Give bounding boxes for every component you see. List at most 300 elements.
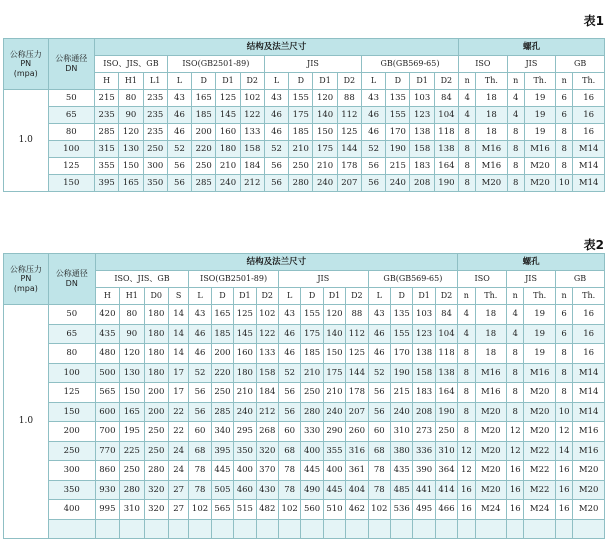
table-cell: 102: [256, 305, 278, 325]
table-cell: 16: [458, 500, 475, 520]
table-cell: 17: [168, 363, 188, 383]
pn-value: 1.0: [4, 305, 49, 539]
table-cell: 8: [555, 344, 572, 364]
table-cell: 225: [120, 441, 144, 461]
pn-header: [4, 39, 49, 90]
table-cell: 8: [507, 175, 524, 192]
table-cell: 19: [524, 305, 556, 325]
table-cell: 112: [337, 107, 361, 124]
dn-cell: 100: [48, 141, 95, 158]
column-header: D2: [337, 73, 361, 90]
dn-cell: 300: [48, 461, 95, 481]
table-cell: 60: [368, 422, 390, 442]
table-cell: 8: [507, 141, 524, 158]
table-cell: 235: [143, 107, 167, 124]
table-cell: 400: [301, 441, 323, 461]
table-row: [4, 344, 605, 364]
table-row: [4, 305, 605, 325]
table2: [3, 253, 605, 539]
table-cell: 10: [555, 402, 572, 422]
column-header: D2: [346, 288, 368, 305]
empty-cell: [301, 519, 323, 539]
table-cell: 165: [119, 175, 143, 192]
empty-row: [4, 519, 605, 539]
table-cell: 4: [458, 305, 475, 325]
table-cell: 290: [323, 422, 345, 442]
table-cell: 390: [413, 461, 435, 481]
table-cell: 138: [435, 363, 457, 383]
table-cell: 46: [264, 124, 288, 141]
table-cell: 260: [346, 422, 368, 442]
table-cell: 6: [556, 90, 573, 107]
table-cell: M20: [475, 441, 507, 461]
pn-header-line3: (mpa): [13, 68, 38, 78]
table-cell: 330: [301, 422, 323, 442]
table-cell: 164: [435, 383, 457, 403]
empty-cell: [458, 519, 475, 539]
table-cell: 190: [435, 402, 457, 422]
column-header: D: [386, 73, 410, 90]
table-cell: 120: [120, 344, 144, 364]
empty-cell: [144, 519, 168, 539]
table-cell: 350: [143, 175, 167, 192]
dn-cell: 50: [48, 305, 95, 325]
table-cell: 200: [211, 344, 233, 364]
table-cell: 510: [323, 500, 345, 520]
table-cell: 78: [368, 480, 390, 500]
table-cell: 250: [211, 383, 233, 403]
table-cell: 445: [323, 480, 345, 500]
empty-cell: [390, 519, 412, 539]
table-cell: 240: [323, 402, 345, 422]
table-cell: 56: [278, 402, 300, 422]
table-cell: 158: [410, 141, 434, 158]
table-cell: 430: [256, 480, 278, 500]
table-cell: 118: [434, 124, 458, 141]
table-cell: 235: [143, 90, 167, 107]
table-cell: 180: [144, 344, 168, 364]
table-cell: 280: [144, 461, 168, 481]
table-row: [4, 141, 605, 158]
table-cell: 16: [573, 344, 605, 364]
table-cell: M20: [524, 402, 556, 422]
table-cell: 175: [289, 107, 313, 124]
table-cell: M22: [524, 441, 556, 461]
column-header: n: [458, 288, 475, 305]
std-group: GB: [556, 56, 605, 73]
table-cell: 460: [234, 480, 256, 500]
column-header: H1: [119, 73, 143, 90]
dn-cell: 65: [48, 324, 95, 344]
table-cell: 130: [119, 141, 143, 158]
table-cell: 46: [278, 324, 300, 344]
table-cell: 250: [301, 383, 323, 403]
table-cell: 155: [289, 90, 313, 107]
table-cell: 102: [368, 500, 390, 520]
table-cell: 295: [234, 422, 256, 442]
table-cell: 14: [168, 324, 188, 344]
table-cell: M16: [573, 422, 605, 442]
table-row: [4, 402, 605, 422]
table-cell: 68: [189, 441, 211, 461]
table-cell: 17: [168, 383, 188, 403]
table-cell: 165: [192, 90, 216, 107]
table1: [3, 38, 605, 192]
table-row: [4, 363, 605, 383]
table-cell: 122: [240, 107, 264, 124]
table-cell: M14: [573, 402, 605, 422]
table-cell: 46: [189, 344, 211, 364]
table-cell: 12: [555, 422, 572, 442]
table-cell: 12: [507, 422, 524, 442]
table-cell: 46: [361, 107, 385, 124]
table-cell: 46: [264, 107, 288, 124]
table-cell: 8: [556, 158, 573, 175]
table-cell: 770: [95, 441, 119, 461]
table-cell: 158: [256, 363, 278, 383]
table-cell: 400: [234, 461, 256, 481]
table-cell: 102: [189, 500, 211, 520]
table-cell: 60: [278, 422, 300, 442]
table-cell: 158: [240, 141, 264, 158]
table-cell: 212: [256, 402, 278, 422]
table-cell: 120: [119, 124, 143, 141]
table-cell: 414: [435, 480, 457, 500]
table-cell: 220: [192, 141, 216, 158]
table-cell: M16: [573, 441, 605, 461]
table-cell: 52: [189, 363, 211, 383]
table-cell: 4: [507, 107, 524, 124]
table-cell: M16: [524, 141, 555, 158]
table-cell: 285: [192, 175, 216, 192]
table-cell: 68: [368, 441, 390, 461]
column-header: n: [556, 73, 573, 90]
structure-dimensions-header: 结构及法兰尺寸: [95, 254, 458, 271]
table-cell: 16: [573, 324, 605, 344]
table-cell: 8: [459, 175, 476, 192]
dn-cell: 80: [48, 124, 95, 141]
table-cell: 145: [216, 107, 240, 124]
table-cell: 27: [168, 480, 188, 500]
table-cell: 138: [413, 344, 435, 364]
table-cell: 250: [143, 141, 167, 158]
table-cell: 102: [278, 500, 300, 520]
table-cell: 250: [120, 461, 144, 481]
table-row: [4, 383, 605, 403]
table-cell: 320: [256, 441, 278, 461]
table-cell: 175: [313, 141, 337, 158]
table-cell: 19: [524, 324, 556, 344]
table-cell: 180: [144, 363, 168, 383]
dn-cell: 65: [48, 107, 95, 124]
column-header: D1: [313, 73, 337, 90]
table-cell: 88: [337, 90, 361, 107]
table-cell: 320: [144, 500, 168, 520]
table-cell: 133: [240, 124, 264, 141]
table-cell: 210: [216, 158, 240, 175]
table-cell: 16: [555, 480, 572, 500]
table-cell: 190: [386, 141, 410, 158]
table-cell: 16: [458, 480, 475, 500]
std-group: ISO、JIS、GB: [95, 56, 168, 73]
dn-cell: 80: [48, 344, 95, 364]
table-cell: 104: [435, 324, 457, 344]
table-cell: 6: [555, 324, 572, 344]
column-header: D1: [410, 73, 434, 90]
table-cell: 18: [476, 90, 507, 107]
table-cell: 56: [368, 402, 390, 422]
table-cell: 4: [458, 324, 475, 344]
column-header: D: [211, 288, 233, 305]
table1-caption: 表1: [583, 14, 604, 28]
table-cell: 280: [120, 480, 144, 500]
column-header: S: [168, 288, 188, 305]
table-cell: 158: [413, 363, 435, 383]
table-cell: 215: [95, 90, 119, 107]
table-cell: 395: [95, 175, 119, 192]
table-cell: 400: [323, 461, 345, 481]
table-cell: 560: [301, 500, 323, 520]
table-cell: 441: [413, 480, 435, 500]
empty-cell: [211, 519, 233, 539]
table-cell: 46: [189, 324, 211, 344]
table-cell: 4: [507, 324, 524, 344]
table-cell: 315: [95, 141, 119, 158]
table-row: [4, 324, 605, 344]
table-cell: 4: [507, 305, 524, 325]
column-header: D1: [216, 73, 240, 90]
table-cell: 27: [168, 500, 188, 520]
table-cell: M20: [475, 480, 507, 500]
table-cell: 180: [144, 305, 168, 325]
table-cell: 46: [167, 107, 191, 124]
table-cell: 210: [323, 383, 345, 403]
table-cell: 500: [95, 363, 119, 383]
table-cell: 183: [413, 383, 435, 403]
table-cell: 8: [459, 124, 476, 141]
dn-cell: 150: [48, 402, 95, 422]
table-cell: 220: [211, 363, 233, 383]
table-cell: 240: [386, 175, 410, 192]
table-cell: 18: [476, 124, 507, 141]
table-cell: 208: [410, 175, 434, 192]
table-cell: 250: [144, 441, 168, 461]
column-header: Th.: [524, 288, 556, 305]
table-cell: 78: [368, 461, 390, 481]
table-cell: 16: [507, 480, 524, 500]
table-cell: 56: [278, 383, 300, 403]
table-cell: 200: [192, 124, 216, 141]
table-cell: 250: [289, 158, 313, 175]
table-cell: 185: [289, 124, 313, 141]
table-cell: 164: [434, 158, 458, 175]
table-cell: 4: [459, 107, 476, 124]
table-cell: 480: [95, 344, 119, 364]
column-header: Th.: [475, 288, 507, 305]
table-cell: 240: [234, 402, 256, 422]
table-cell: 8: [458, 402, 475, 422]
std-group: JIS: [278, 271, 368, 288]
table-cell: 355: [323, 441, 345, 461]
table-cell: 355: [95, 158, 119, 175]
table-cell: 200: [144, 402, 168, 422]
table-cell: 118: [435, 344, 457, 364]
table-cell: 56: [167, 175, 191, 192]
pn-header: [4, 254, 49, 305]
column-header: n: [459, 73, 476, 90]
table-row: [4, 107, 605, 124]
table-cell: 404: [346, 480, 368, 500]
table-cell: 84: [435, 305, 457, 325]
empty-cell: [48, 519, 95, 539]
column-header: D: [192, 73, 216, 90]
table-cell: 16: [573, 305, 605, 325]
table-cell: 10: [556, 175, 573, 192]
column-header: D: [289, 73, 313, 90]
table-cell: 103: [413, 305, 435, 325]
table-cell: 18: [475, 344, 507, 364]
empty-cell: [234, 519, 256, 539]
table-cell: 80: [119, 90, 143, 107]
column-header: L: [361, 73, 385, 90]
table-cell: 68: [278, 441, 300, 461]
table-cell: 19: [524, 107, 555, 124]
table-cell: 190: [390, 363, 412, 383]
table-cell: 8: [458, 383, 475, 403]
empty-cell: [573, 519, 605, 539]
dn-header-line1: 公称通径: [55, 269, 88, 279]
table-cell: 160: [234, 344, 256, 364]
table-cell: 350: [234, 441, 256, 461]
table-cell: 90: [120, 324, 144, 344]
table-cell: 16: [507, 461, 524, 481]
table-cell: 445: [301, 461, 323, 481]
table-cell: 78: [278, 461, 300, 481]
table-cell: 12: [458, 441, 475, 461]
table-cell: M16: [524, 363, 556, 383]
table-cell: 14: [555, 441, 572, 461]
table-cell: 140: [323, 324, 345, 344]
table-cell: 60: [189, 422, 211, 442]
dn-header: [48, 254, 95, 305]
table-cell: 78: [189, 480, 211, 500]
table-row: [4, 461, 605, 481]
table-cell: 212: [240, 175, 264, 192]
table-cell: 88: [346, 305, 368, 325]
table-cell: 103: [410, 90, 434, 107]
table-cell: 995: [95, 500, 119, 520]
table-cell: 155: [386, 107, 410, 124]
table-cell: M20: [475, 461, 507, 481]
table-cell: 300: [143, 158, 167, 175]
empty-cell: [555, 519, 572, 539]
table-cell: 16: [573, 90, 605, 107]
table-cell: 600: [95, 402, 119, 422]
table-cell: M20: [524, 158, 555, 175]
table-cell: 195: [120, 422, 144, 442]
column-header: L: [167, 73, 191, 90]
table-cell: 6: [555, 305, 572, 325]
column-header: H: [95, 288, 119, 305]
table-cell: 482: [256, 500, 278, 520]
table-cell: 8: [507, 344, 524, 364]
column-header: L: [368, 288, 390, 305]
std-group: GB(GB569-65): [361, 56, 458, 73]
table-cell: 8: [555, 363, 572, 383]
std-group: ISO、JIS、GB: [95, 271, 189, 288]
table-cell: 280: [289, 175, 313, 192]
table-cell: 52: [278, 363, 300, 383]
table-cell: 536: [390, 500, 412, 520]
table-cell: 565: [211, 500, 233, 520]
table-cell: 207: [346, 402, 368, 422]
empty-cell: [475, 519, 507, 539]
dn-cell: 150: [48, 175, 95, 192]
table-row: [4, 500, 605, 520]
std-group: GB(GB569-65): [368, 271, 458, 288]
table-cell: 56: [368, 383, 390, 403]
table-cell: 56: [167, 158, 191, 175]
table-cell: 6: [556, 107, 573, 124]
dn-cell: 125: [48, 383, 95, 403]
table-cell: 280: [301, 402, 323, 422]
table-cell: M16: [476, 141, 507, 158]
table-cell: 490: [301, 480, 323, 500]
table-cell: 462: [346, 500, 368, 520]
bolt-holes-header: 螺孔: [458, 254, 605, 271]
table-cell: 14: [168, 344, 188, 364]
table-cell: 138: [410, 124, 434, 141]
empty-cell: [95, 519, 119, 539]
table-cell: M22: [524, 480, 556, 500]
table-cell: 78: [189, 461, 211, 481]
empty-cell: [256, 519, 278, 539]
table-cell: 135: [390, 305, 412, 325]
table-cell: 8: [458, 422, 475, 442]
table-cell: 316: [346, 441, 368, 461]
table2-caption: 表2: [583, 238, 604, 252]
table-cell: M14: [573, 158, 605, 175]
empty-cell: [168, 519, 188, 539]
column-header: n: [507, 73, 524, 90]
table-cell: 395: [211, 441, 233, 461]
bolt-holes-header: 螺孔: [459, 39, 605, 56]
table-cell: 19: [524, 124, 555, 141]
column-header: D: [301, 288, 323, 305]
table-cell: 495: [413, 500, 435, 520]
table-cell: 120: [323, 305, 345, 325]
table-cell: 135: [386, 90, 410, 107]
table-cell: 190: [434, 175, 458, 192]
table-cell: 16: [573, 107, 605, 124]
table-row: [4, 441, 605, 461]
table-cell: 140: [313, 107, 337, 124]
column-header-row: [4, 73, 605, 90]
table-cell: M16: [476, 158, 507, 175]
table-cell: 370: [256, 461, 278, 481]
table-cell: 8: [507, 158, 524, 175]
pn-header-line2: PN: [20, 274, 32, 284]
table-cell: 112: [346, 324, 368, 344]
table-cell: 466: [435, 500, 457, 520]
table-cell: M14: [573, 383, 605, 403]
column-header: D2: [435, 288, 457, 305]
dn-cell: 125: [48, 158, 95, 175]
table-cell: 380: [390, 441, 412, 461]
pn-value: 1.0: [4, 90, 49, 192]
table-cell: 138: [434, 141, 458, 158]
table-row: [4, 158, 605, 175]
